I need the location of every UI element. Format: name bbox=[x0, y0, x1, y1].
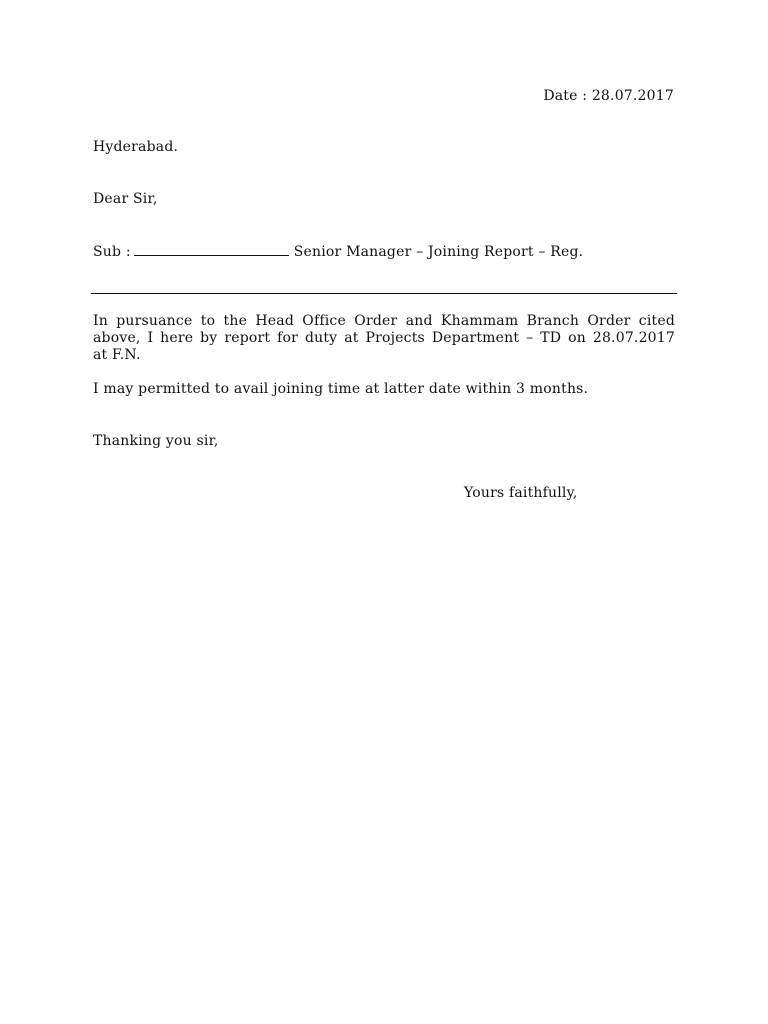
letter-signoff: Yours faithfully, bbox=[464, 485, 578, 501]
letter-subject bbox=[93, 242, 583, 261]
body-paragraph-1-line: above, I here by report for duty at Projects Department – TD on 28.07.2017 bbox=[93, 330, 675, 346]
body-paragraph-1-line: In pursuance to the Head Office Order and Khammam Branch Order cited bbox=[93, 313, 675, 329]
body-paragraph-2: I may permitted to avail joining time at latter date within 3 months. bbox=[93, 381, 589, 397]
subject-text: Senior Manager – Joining Report – Reg. bbox=[293, 244, 584, 260]
subject-blank-line bbox=[134, 242, 289, 256]
body-paragraph-1 bbox=[93, 313, 675, 364]
letter-closing: Thanking you sir, bbox=[93, 433, 219, 449]
letter-salutation: Dear Sir, bbox=[93, 191, 158, 207]
body-paragraph-1-line: at F.N. bbox=[93, 347, 141, 363]
letter-date: Date : 28.07.2017 bbox=[543, 88, 674, 104]
subject-prefix: Sub : bbox=[93, 244, 131, 260]
letter-city: Hyderabad. bbox=[93, 139, 179, 155]
subject-divider bbox=[91, 293, 677, 294]
